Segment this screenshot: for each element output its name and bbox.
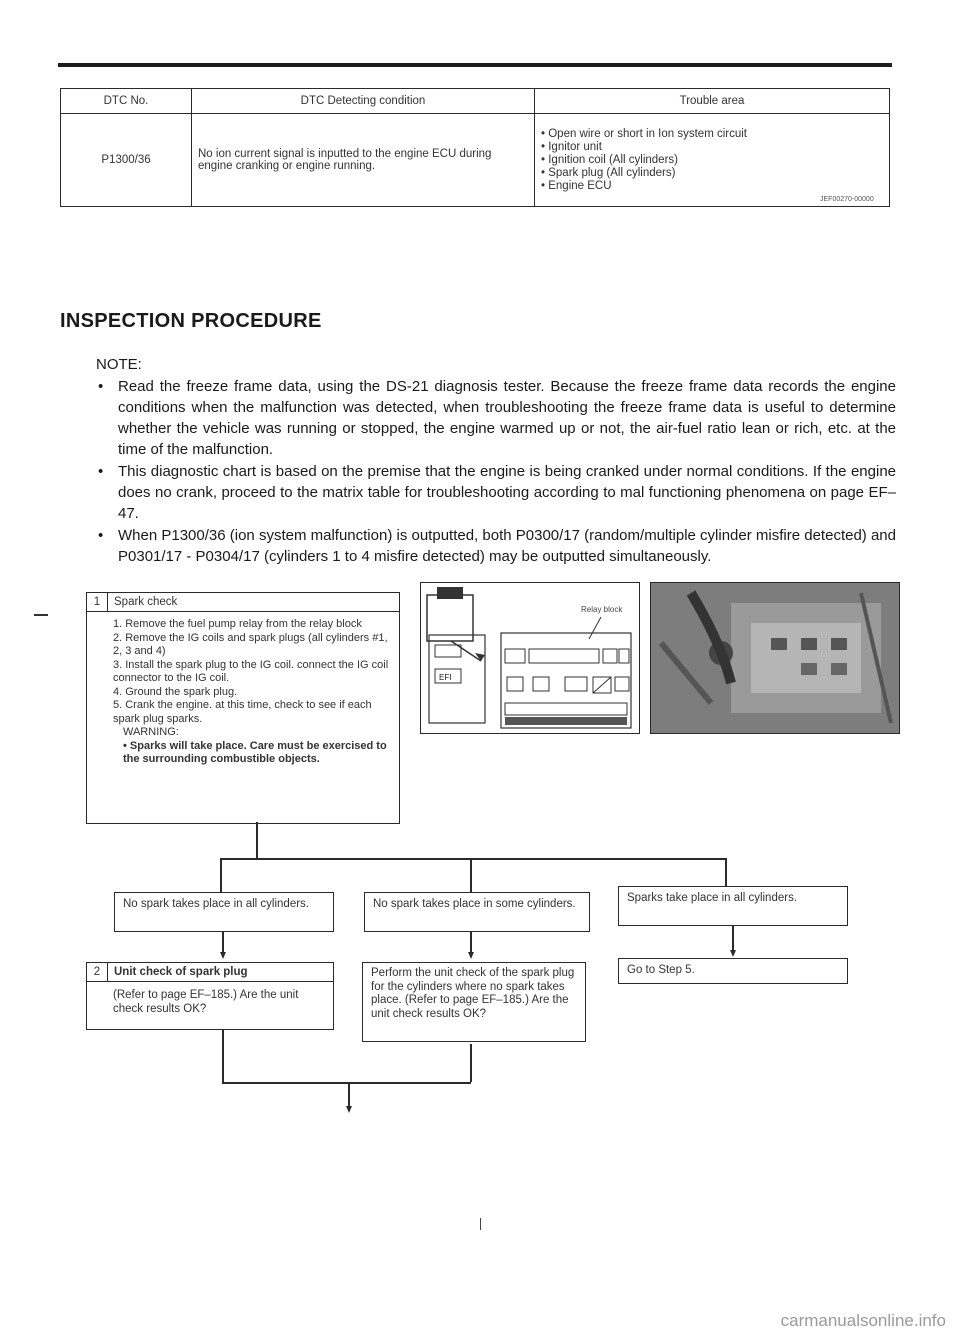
dtc-table — [60, 88, 890, 207]
efi-label: EFI — [439, 673, 452, 682]
list-item: • Engine ECU — [541, 180, 883, 193]
list-item: • This diagnostic chart is based on the premise that the engine is being cranked under normal conditions. If the engine does no crank, proceed to the matrix table for troubleshooting according to mal functioning phenomena on page EF–47. — [96, 461, 896, 524]
list-item: • Read the freeze frame data, using the DS-21 diagnosis tester. Because the freeze frame data records the engine conditions when the malfunction was detected, when troubleshooting the freeze frame data is useful to determine whether the vehicle was running or stopped, the engine warmed up or not, the air-fuel ratio lean or rich, etc. at the time of the malfunction. — [96, 376, 896, 460]
margin-dash — [34, 614, 48, 616]
list-item: • Spark plug (All cylinders) — [541, 167, 883, 180]
trouble-area-list — [541, 128, 883, 193]
note-label: NOTE: — [96, 356, 142, 373]
step1-header — [87, 593, 399, 612]
step2-title: Unit check of spark plug — [114, 966, 248, 978]
connector-line — [725, 858, 727, 886]
some-cylinders-action: Perform the unit check of the spark plug for the cylinders where no spark takes place. (Refer to page EF–185.) Are the unit check results OK? — [362, 962, 586, 1042]
connector-line — [348, 1082, 350, 1106]
trouble-area-cell — [535, 114, 890, 207]
dtc-condition: No ion current signal is inputted to the engine ECU during engine cranking or engine running. — [192, 114, 535, 207]
figure-code: JEF00270-00000 — [820, 196, 874, 203]
engine-photo — [650, 582, 900, 734]
step2-box — [86, 962, 334, 1030]
connector-line — [732, 926, 734, 950]
warning-text: • Sparks will take place. Care must be exercised to the surrounding combustible objects. — [123, 739, 387, 765]
connector-line — [222, 1082, 471, 1084]
page-mark — [480, 1218, 481, 1230]
top-rule — [58, 63, 892, 67]
step2-number: 2 — [87, 963, 108, 981]
connector-line — [256, 822, 258, 858]
section-title: INSPECTION PROCEDURE — [60, 310, 322, 332]
outcome-some: No spark takes place in some cylinders. — [364, 892, 590, 932]
dtc-code: P1300/36 — [61, 114, 192, 207]
relay-block-figure — [420, 582, 640, 734]
list-item: • Open wire or short in Ion system circuit — [541, 128, 883, 141]
connector-line — [470, 858, 472, 892]
connector-line — [220, 858, 222, 892]
step1-box — [86, 592, 400, 824]
arrow-down-icon — [730, 950, 736, 957]
relay-block-label: Relay block — [581, 605, 623, 614]
table-row — [61, 114, 890, 207]
step1-body — [87, 612, 399, 771]
list-item: 2. Remove the IG coils and spark plugs (all cylinders #1, 2, 3 and 4) — [113, 631, 388, 657]
dtc-table-header — [61, 89, 890, 114]
list-item: • Ignition coil (All cylinders) — [541, 154, 883, 167]
watermark: carmanualsonline.info — [780, 1311, 946, 1330]
goto-step5: Go to Step 5. — [618, 958, 848, 984]
arrow-down-icon — [346, 1106, 352, 1113]
list-item: 3. Install the spark plug to the IG coil. connect the IG coil connector to the IG coil. — [113, 658, 389, 684]
list-item: • Ignitor unit — [541, 141, 883, 154]
step2-header — [87, 963, 333, 982]
connector-line — [222, 1030, 224, 1082]
trouble-area-header: Trouble area — [535, 89, 890, 114]
list-item: 1. Remove the fuel pump relay from the relay block — [113, 618, 362, 630]
outcome-all: Sparks take place in all cylinders. — [618, 886, 848, 926]
step1-title: Spark check — [114, 596, 178, 608]
step2-body: (Refer to page EF–185.) Are the unit check results OK? — [113, 989, 299, 1015]
engine-photo-art — [651, 583, 899, 733]
dtc-condition-header: DTC Detecting condition — [192, 89, 535, 114]
connector-line — [470, 1044, 472, 1082]
dtc-no-header: DTC No. — [61, 89, 192, 114]
step1-number: 1 — [87, 593, 108, 611]
note-list — [96, 376, 896, 568]
list-item: 4. Ground the spark plug. — [113, 685, 238, 698]
connector-line — [220, 858, 725, 860]
warning-label: WARNING: — [123, 726, 179, 738]
arrow-down-icon — [468, 952, 474, 959]
arrow-down-icon — [220, 952, 226, 959]
connector-line — [222, 932, 224, 952]
list-item: 5. Crank the engine. at this time, check to see if each spark plug sparks. — [113, 699, 372, 725]
outcome-none: No spark takes place in all cylinders. — [114, 892, 334, 932]
list-item: • When P1300/36 (ion system malfunction) is outputted, both P0300/17 (random/multiple cylinder misfire detected) and P0301/17 - P0304/17 (cylinders 1 to 4 misfire detected) may be outputted simultaneously. — [96, 525, 896, 567]
connector-line — [470, 932, 472, 952]
